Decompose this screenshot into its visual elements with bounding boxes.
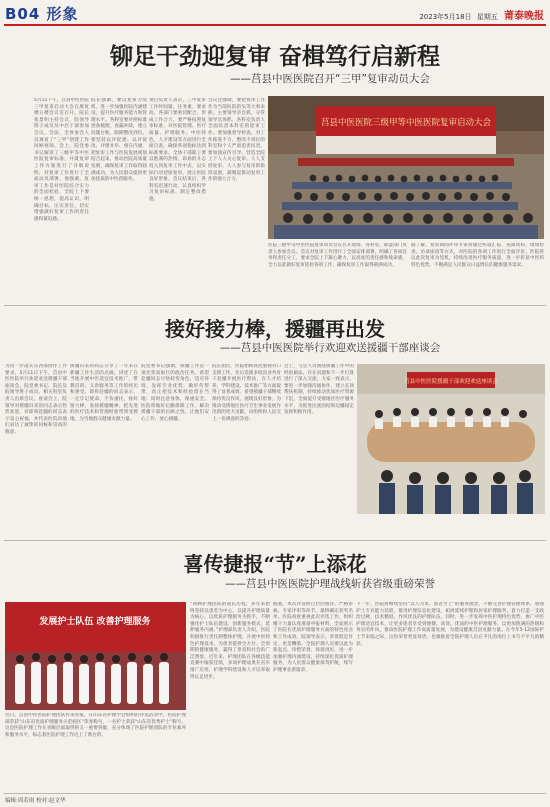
meeting-room-image bbox=[357, 364, 545, 514]
article2-title: 接好接力棒，援疆再出发 bbox=[165, 317, 385, 341]
article3-body-col1: 近日，莒县中医医院护理团队传来喜报，在山东省护理学会组织的评选活动中，医院护理部荣获“山东省优质护理服务示范病区”荣誉称号，一名护士荣获“山东省优秀护士”称号。这是医院护理工作在省级层面取得的又一重要突破，充分体现了医院护理团队的专业素养和服务水平，标志着医院护理工作迈上了新台阶。 bbox=[5, 713, 186, 738]
article2-body-col1: 为进一步落实东西部协作工作要求，5月11日下午，莒县中医医院举行欢迎欢送援疆干部座谈会。院党委书记、院长及院领导班子成员、相关科室负责人出席会议。座谈会上，院领导对援疆归来的同志表示热烈欢迎，对即将赴疆的同志表示衷心祝福，并代表医院向他们表达了诚挚的问候和崇高的敬意。 bbox=[5, 364, 67, 435]
article1-title: 铆足干劲迎复审 奋楫笃行启新程 bbox=[109, 43, 440, 70]
header-rule bbox=[4, 24, 546, 26]
meeting-hall-image bbox=[268, 96, 544, 239]
article1-subtitle: ——莒县中医医院召开“三甲”复审动员大会 bbox=[230, 73, 430, 85]
article1-photo-caption: 医院三级甲等中医医院复审动员会议召开现场，各科室、职能部门负责人参加会议。会议对复审工作进行了全面安排部署，明确了各项任务和责任分工，要求全院上下凝心聚力，以高度的责任感和使命感，全力以赴做好复审迎检各项工作，确保复审工作取得圆满成功。 bbox=[268, 243, 407, 268]
section-label: B04 形象 bbox=[5, 5, 79, 23]
newspaper-brand: 莆泰晚报 bbox=[504, 11, 544, 22]
article1-body-col4: 会议还强调，要把复审工作作为当前医院的头等大事来抓，主要领导亲自抓，分管领导具体抓，各科室负责人全面负责本科室的迎审工作。要加强督导检查，对工作推进不力、整改不到位的科室和个人严肃追责问责。要加强宣传引导，营造全院上下人人关心复审、人人支持复审、人人参与复审的浓厚氛围，凝聚起推动复审工作的强大合力。 bbox=[208, 98, 265, 183]
article1-body-col5: 据了解，复审期间评审专家将通过听取汇报、查阅资料、现场检查、访谈座谈等方式，对医院的各项工作进行全面评价。医院将以此次复审为契机，持续改进医疗服务质量，进一步彰显中医药特色优势，不断满足人民群众日益增长的健康服务需求。 bbox=[411, 243, 544, 268]
header-meta bbox=[419, 7, 544, 22]
article1-photo-banner: 莒县中医医院三级甲等中医医院复审启动大会 bbox=[320, 118, 492, 128]
article1-body-col3: 项目负责人表示，三甲复审工作时间紧、任务重、要求高，各部门要密切配合，形成工作合力。要严格按照复审标准，对医院管理、医疗质量、护理服务、中医特色、人才建设等方面进行全面自查，确保各项指标达到标准要求。全体干部职工要以饱满的热情、昂扬的斗志投入到复审工作中去，以实际行动迎接复审，展示医院良好形象。会议结束后，各科室迅速行动，认真组织学习复审标准，制定整改措施。 bbox=[149, 98, 206, 202]
article2-photo bbox=[357, 364, 545, 514]
article3-body-col4: 下一步，医院将继续坚持“以人为本、患者至上”的服务理念，不断完善护理管理体系，加强护士专业能力培训，推进护理信息化建设，拓展延续护理和居家护理服务，着力打造一支政治过硬、技术精湛、作风优良的护理队伍。同时，进一步发挥中医护理特色优势，推广中医护理适宜技术，让更多患者享受到便捷、高效、优质的中医护理服务，以更加饱满的热情和务实的作风，推动医院护理工作高质量发展，为建设健康莒县贡献力量。在今年5·12国际护士节来临之际，这份荣誉更显珍贵，也激励着全院护理人员在平凡的岗位上书写不平凡的精彩。 bbox=[356, 602, 544, 647]
divider-1 bbox=[4, 305, 546, 306]
article2-body-col2: 援疆归来的同志分享了一年来在新疆工作生活的点滴，讲述了在当地开展中医适宜技术推广、带教培训、义诊服务等工作的经历和感受。即将赴疆的同志表示，一定牢记使命、不负重托，接好接力棒，发扬援疆精神，把先进的医疗技术和管理经验带到受援地，为当地群众健康贡献力量。 bbox=[70, 364, 138, 422]
article2-body-col3: 院党委书记强调，援疆工作是一项光荣而艰巨的政治任务。希望赴疆同志尽快转变角色、适应环境，发挥专业优势，做好传帮带，真正把技术和经验留在当地；同时注意身体，保重安全。医院将做好后勤保障工作，解决援疆干部的后顾之忧，让他们安心工作、放心援疆。 bbox=[141, 364, 209, 422]
article3-title: 喜传捷报“节”上添花 bbox=[183, 552, 367, 576]
article2-photo-banner: 莒县中医医院援疆干部欢迎欢送座谈会 bbox=[404, 379, 498, 385]
article3-subtitle: ——莒县中医医院护理战线斩获省级重磅荣誉 bbox=[225, 578, 435, 590]
divider-2 bbox=[4, 540, 546, 541]
article1-photo bbox=[268, 96, 544, 239]
article2-body-col4: 院长指出，医院始终高度重视对口支援工作，先后选派多批次业务骨干赴疆开展医疗帮扶，在人才培养、学科建设、技术推广等方面取得了显著成效。希望援疆干部继续保持优良作风，展现良好形象，为推动受援地区医疗卫生事业发展作出新的更大贡献，向组织和人民交上一份满意的答卷。 bbox=[212, 364, 281, 422]
article2-body-col5: 会上，与会人员围绕援疆工作中的经验做法、存在问题和下一步打算进行了深入交流。大家一致表示，要进一步加强沟通协作，建立长效帮扶机制，持续推动优质医疗资源下沉，全面提升受援地区医疗服务水平，为促进民族团结和边疆稳定发挥积极作用。 bbox=[284, 364, 354, 416]
article3-photo-banner: 发展护士队伍 改善护理服务 bbox=[39, 617, 151, 627]
article3-body-col3: 据悉，本次评选经过层层推荐、严格审核、专家评审等环节，最终确定获奖名单。医院高度重视此次评选工作，组织精干力量认真准备申报材料，全面展示了医院在优质护理服务方面的特色亮点和工作成效。院领导表示，荣誉既是肯定，更是鞭策。全院护理人员要以此为新起点，珍惜荣誉、再接再厉，进一步加强护理内涵建设，持续深化优质护理服务，为人民群众健康保驾护航，续写护理事业新篇章。 bbox=[273, 602, 353, 673]
page-header bbox=[0, 0, 550, 24]
issue-weekday: 星期五 bbox=[476, 13, 498, 21]
article1-body-col1: 5月11下午，莒县中医医院三甲复审启动大会在康复楼五楼会议室召开。院长张景明主持会议，院领导班子成员及中层干部参加会议。会前，全体参会人员观看了“三甲”创建工作回顾视频。会上，院党委书记解读了三级甲等中医医院复审标准，并就复审工作方案进行了详细说明，对复审工作进行了全面动员部署。他强调，复审工作是对医院综合实力的全面检验，全院上下要统一思想，提高认识，明确目标，压实责任，切实增强做好复审工作的责任感和紧迫感。 bbox=[34, 98, 89, 222]
issue-date: 2023年5月18日 bbox=[419, 13, 472, 21]
page-footer: 编辑:周若雨 校对:赵文华 bbox=[5, 798, 66, 804]
article2-subtitle: ——莒县中医医院举行欢迎欢送援疆干部座谈会 bbox=[219, 342, 441, 354]
footer-rule bbox=[4, 793, 546, 794]
article3-photo bbox=[5, 602, 186, 710]
nurses-stage-image bbox=[5, 602, 186, 710]
article1-body-col2: 院长强调，要以复审为契机，进一步加强医院内涵建设，提升医疗服务能力和管理水平。各科室要对照标准逐条梳理，查漏补缺，建立问题台账，限期整改到位。要坚持以评促建、以评促改、评建并举、重在内涵，把复审工作与医院发展规划结合起来，推动医院高质量发展，确保复审工作取得圆满成功，为人民群众提供更加优质的中医药服务。 bbox=[91, 98, 147, 183]
article3-body-col2: “回顾护理团队的成长历程，多年来始终坚持以患者为中心，以提升护理质量为核心，以优质护理服务为抓手，不断强化护士队伍建设，创新服务模式，延伸服务内涵。”护理部负责人介绍，医院积极推行责任制整体护理，开展中医特色护理技术，为患者提供全方位、全周期的健康服务，赢得了患者和社会的广泛赞誉。近年来，护理团队在各级技能竞赛中屡获佳绩，多项护理成果在省市推广应用，护理学科建设和人才培养取得长足进步。 bbox=[190, 602, 270, 680]
